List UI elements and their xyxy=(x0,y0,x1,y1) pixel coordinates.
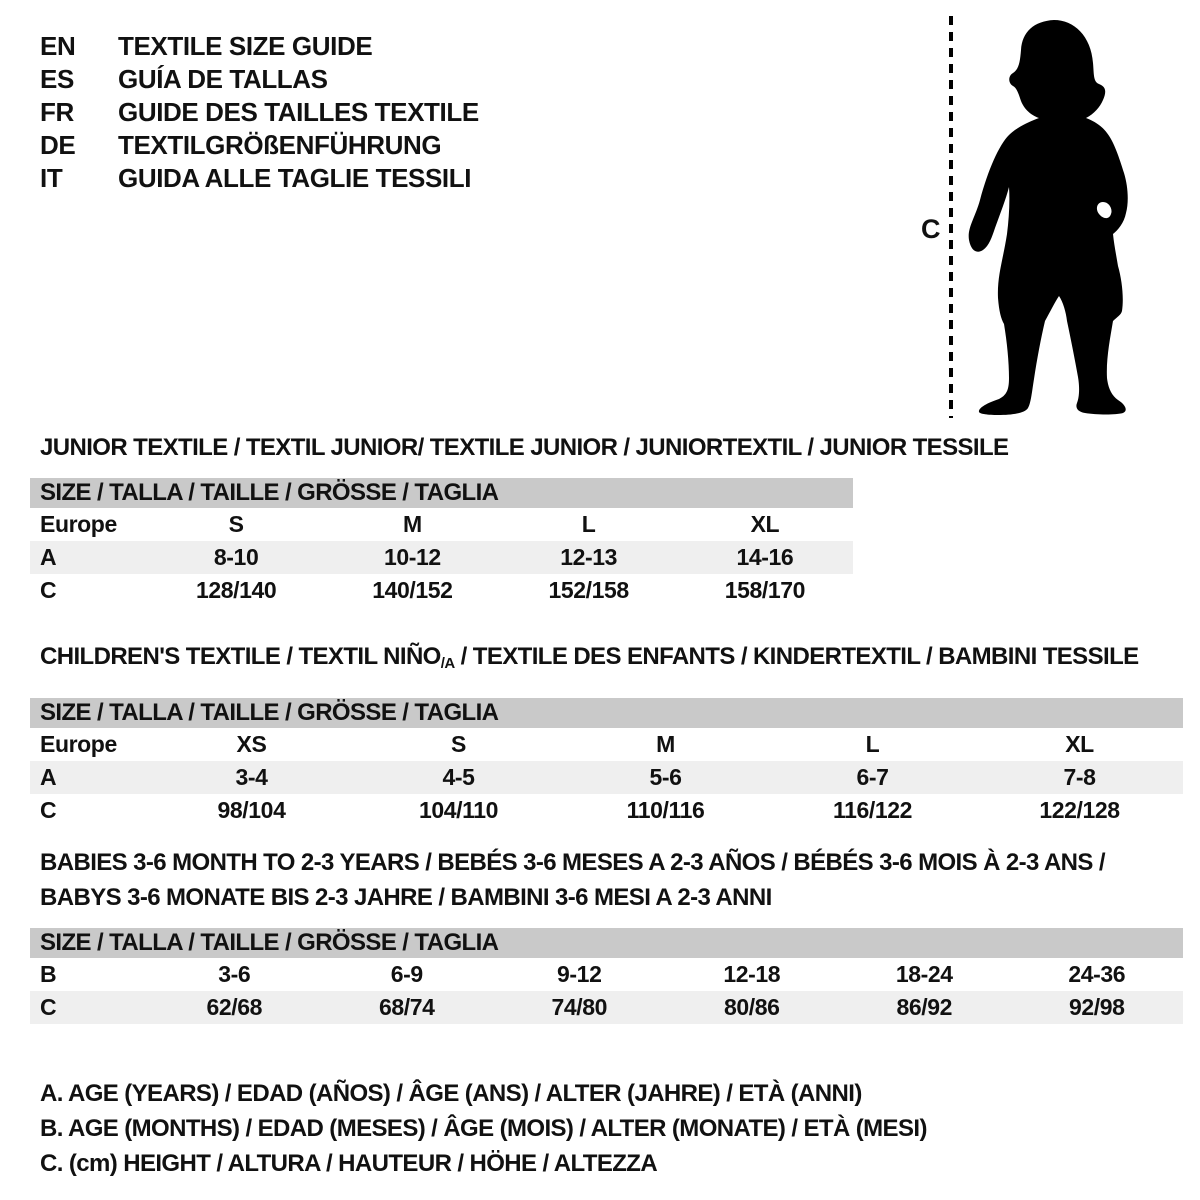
language-row xyxy=(40,63,479,96)
age-cell: 14-16 xyxy=(736,544,794,570)
children-section xyxy=(30,643,1183,827)
age-cell: 8-10 xyxy=(213,544,259,570)
babies-size-header-bar xyxy=(30,928,1183,958)
size-header-label: SIZE / TALLA / TAILLE / GRÖSSE / TAGLIA xyxy=(40,479,499,506)
size-cell: L xyxy=(865,731,880,757)
language-label: GUIDE DES TAILLES TEXTILE xyxy=(118,97,479,127)
months-cell: 9-12 xyxy=(557,961,602,987)
language-code: IT xyxy=(40,163,63,193)
height-cell: 122/128 xyxy=(1039,797,1120,823)
row-label: A xyxy=(40,764,57,790)
size-cell: S xyxy=(228,511,244,537)
language-code: EN xyxy=(40,31,76,61)
months-cell: 18-24 xyxy=(895,961,953,987)
language-code: ES xyxy=(40,64,74,94)
table-row xyxy=(30,508,853,541)
table-row xyxy=(30,728,1183,761)
age-cell: 12-13 xyxy=(560,544,618,570)
age-cell: 4-5 xyxy=(442,764,475,790)
size-header-label: SIZE / TALLA / TAILLE / GRÖSSE / TAGLIA xyxy=(40,699,499,726)
age-cell: 7-8 xyxy=(1063,764,1096,790)
height-cell: 62/68 xyxy=(206,994,263,1020)
babies-section-title xyxy=(30,845,1183,915)
height-cell: 140/152 xyxy=(372,577,453,603)
height-cell: 128/140 xyxy=(195,577,277,603)
height-cell: 86/92 xyxy=(896,994,953,1020)
language-row xyxy=(40,129,479,162)
language-code: DE xyxy=(40,130,76,160)
table-row xyxy=(30,991,1183,1024)
row-label: Europe xyxy=(40,511,117,537)
language-row xyxy=(40,30,479,63)
children-title-part1: CHILDREN'S TEXTILE / TEXTIL NIÑO xyxy=(40,643,441,670)
months-cell: 12-18 xyxy=(723,961,781,987)
language-label: TEXTILE SIZE GUIDE xyxy=(118,31,373,61)
height-cell: 152/158 xyxy=(548,577,629,603)
size-cell: XS xyxy=(236,731,267,757)
row-label: C xyxy=(40,994,57,1020)
legend-line-c: C. (cm) HEIGHT / ALTURA / HAUTEUR / HÖHE / ALTEZZA xyxy=(40,1150,658,1177)
language-code: FR xyxy=(40,97,74,127)
children-title-subscript: /A xyxy=(440,655,455,672)
months-cell: 24-36 xyxy=(1068,961,1126,987)
table-row xyxy=(30,794,1183,827)
table-row xyxy=(30,761,1183,794)
row-label: C xyxy=(40,797,57,823)
babies-section xyxy=(30,845,1183,1024)
language-label: TEXTILGRÖßENFÜHRUNG xyxy=(118,130,442,160)
height-measure-figure xyxy=(903,10,1163,422)
months-cell: 6-9 xyxy=(390,961,423,987)
size-cell: XL xyxy=(1065,731,1094,757)
age-cell: 3-4 xyxy=(235,764,268,790)
junior-section-title: JUNIOR TEXTILE / TEXTIL JUNIOR/ TEXTILE JUNIOR / JUNIORTEXTIL / JUNIOR TESSILE xyxy=(40,434,1009,461)
children-size-header-bar xyxy=(30,698,1183,728)
row-label: Europe xyxy=(40,731,117,757)
height-cell: 98/104 xyxy=(217,797,286,823)
size-cell: XL xyxy=(750,511,780,537)
row-label: B xyxy=(40,961,57,987)
height-cell: 74/80 xyxy=(551,994,608,1020)
age-cell: 6-7 xyxy=(856,764,889,790)
size-cell: M xyxy=(656,731,675,757)
height-label-c: C xyxy=(921,214,941,244)
height-cell: 80/86 xyxy=(723,994,780,1020)
children-section-title xyxy=(30,643,1183,678)
age-cell: 5-6 xyxy=(649,764,682,790)
legend-line-a: A. AGE (YEARS) / EDAD (AÑOS) / ÂGE (ANS) / ALTER (JAHRE) / ETÀ (ANNI) xyxy=(40,1080,862,1107)
size-cell: M xyxy=(402,511,422,537)
language-row xyxy=(40,96,479,129)
babies-title-line1: BABIES 3-6 MONTH TO 2-3 YEARS / BEBÉS 3-6 MESES A 2-3 AÑOS / BÉBÉS 3-6 MOIS À 2-3 ANS / xyxy=(40,849,1105,876)
size-header-label: SIZE / TALLA / TAILLE / GRÖSSE / TAGLIA xyxy=(40,929,499,956)
row-label: A xyxy=(40,544,57,570)
language-label: GUÍA DE TALLAS xyxy=(118,64,328,94)
babies-title-line2: BABYS 3-6 MONATE BIS 2-3 JAHRE / BAMBINI 3-6 MESI A 2-3 ANNI xyxy=(40,884,772,911)
height-cell: 68/74 xyxy=(378,994,435,1020)
size-cell: S xyxy=(451,731,466,757)
height-cell: 110/116 xyxy=(626,797,705,823)
language-label: GUIDA ALLE TAGLIE TESSILI xyxy=(118,163,472,193)
table-row xyxy=(30,541,853,574)
age-cell: 10-12 xyxy=(383,544,441,570)
height-cell: 158/170 xyxy=(724,577,806,603)
language-row xyxy=(40,162,479,195)
junior-section xyxy=(30,434,1009,607)
size-cell: L xyxy=(581,511,596,537)
height-dashed-line-icon xyxy=(947,16,955,418)
row-label: C xyxy=(40,577,57,603)
language-title-list xyxy=(40,30,479,195)
children-title-part2: / TEXTILE DES ENFANTS / KINDERTEXTIL / BAMBINI TESSILE xyxy=(454,643,1139,670)
junior-size-header-bar xyxy=(30,478,853,508)
height-cell: 92/98 xyxy=(1068,994,1125,1020)
months-cell: 3-6 xyxy=(218,961,251,987)
table-row xyxy=(30,574,853,607)
height-cell: 104/110 xyxy=(418,797,499,823)
toddler-silhouette-icon xyxy=(965,18,1131,416)
table-row xyxy=(30,958,1183,991)
height-cell: 116/122 xyxy=(832,797,913,823)
legend-line-b: B. AGE (MONTHS) / EDAD (MESES) / ÂGE (MOIS) / ALTER (MONATE) / ETÀ (MESI) xyxy=(40,1115,927,1142)
legend xyxy=(40,1076,927,1181)
